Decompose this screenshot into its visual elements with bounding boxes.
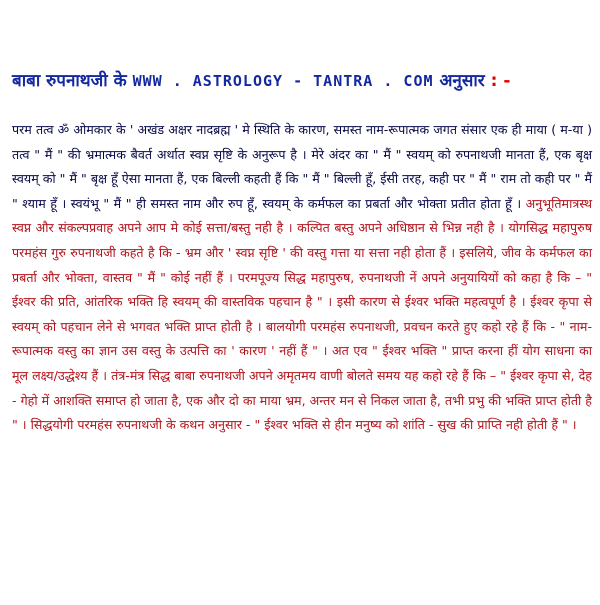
subtitle-colon: : - <box>490 71 511 91</box>
paragraph-2: अनुभूतिमात्रस्थ स्वप्न और संकल्पप्रवाह अपने आप मे कोई सत्ता/बस्तु नही है । कल्पित बस्तु अपने अधिष्ठान से भिन्न नही है । योगसिद्ध महापुरुष परमहंस गुरु रुपनाथजी कहते है कि - भ्रम और ' स्वप्न सृष्टि ' की वस्तु गत्ता या सत्ता नही होता हैं । इसलिये, जीव के कर्मफल का प्रबर्ता और भोक्ता, वास्तव " मैं " कोई नहीं हैं । परमपूज्य सिद्ध महापुरुष, रुपनाथजी नें अपने अनुयायियों को कहा है कि – " ईश्वर की प्रति, आंतरिक भक्ति हि स्वयम् की वास्तविक पहचान है " । इसी कारण से ईश्वर भक्ति महत्वपूर्ण है । ईश्वर कृपा से स्वयम् को पहचान लेने से भगवत भक्ति प्राप्त होती है । बालयोगी परमहंस रुपनाथजी, प्रवचन करते हुए कहो रहे हैं कि - " नाम-रूपात्मक वस्तु का ज्ञान उस वस्तु के उत्पत्ति का ' कारण ' नहीं हैं " । अत एव " ईश्वर भक्ति " प्राप्त करना हीं योग साधना का मूल लक्ष्य/उद्धेश्य हैं । तंत्र-मंत्र सिद्ध बाबा रुपनाथजी अपने अमृतमय वाणी बोलते समय यह कहो रहे हैं कि – " ईश्वर कृपा से, देह - गेहो में आशक्ति समाप्त हो जाता है, एक और दो का माया भ्रम, अन्तर मन से निकल जाता है, तभी प्रभु की भक्ति प्राप्त होती है " । सिद्धयोगी परमहंस रुपनाथजी के कथन अनुसार - " ईश्वर भक्ति से हीन मनुष्य को शांति - सुख की प्राप्ति नही होती हैं " । <box>12 195 593 433</box>
website-link[interactable]: WWW . ASTROLOGY - TANTRA . COM <box>132 72 434 90</box>
subtitle <box>12 68 592 91</box>
paragraph-1: परम तत्व ॐ ओमकार के ' अखंड अक्षर नादब्रह्म ' मे स्थिति के कारण, समस्त नाम-रूपात्मक जगत संसार एक ही माया ( म-या ) तत्व " मैं " की भ्रमात्मक बैवर्त अर्थात स्वप्न सृष्टि के अनुरूप है । मेरे अंदर का " मैं " स्वयम् को रुपनाथजी मानता हैं, एक बृक्ष स्वयम् को " मैं " बृक्ष हूँ ऐसा मानता हैं, एक बिल्ली कहती हैं कि " मैं " बिल्ली हूँ, ईसी तरह, कही पर " मैं " राम तो कही पर " मैं " श्याम हूँ । स्वयंभू " मैं " ही समस्त नाम और रुप हूँ, स्वयम् के कर्मफल का प्रबर्ता और भोक्ता प्रतीत होता हूँ । <box>12 122 592 211</box>
subtitle-prefix: बाबा रुपनाथजी के <box>12 71 127 91</box>
body-text <box>12 118 592 438</box>
subtitle-suffix: अनुसार <box>439 71 485 91</box>
